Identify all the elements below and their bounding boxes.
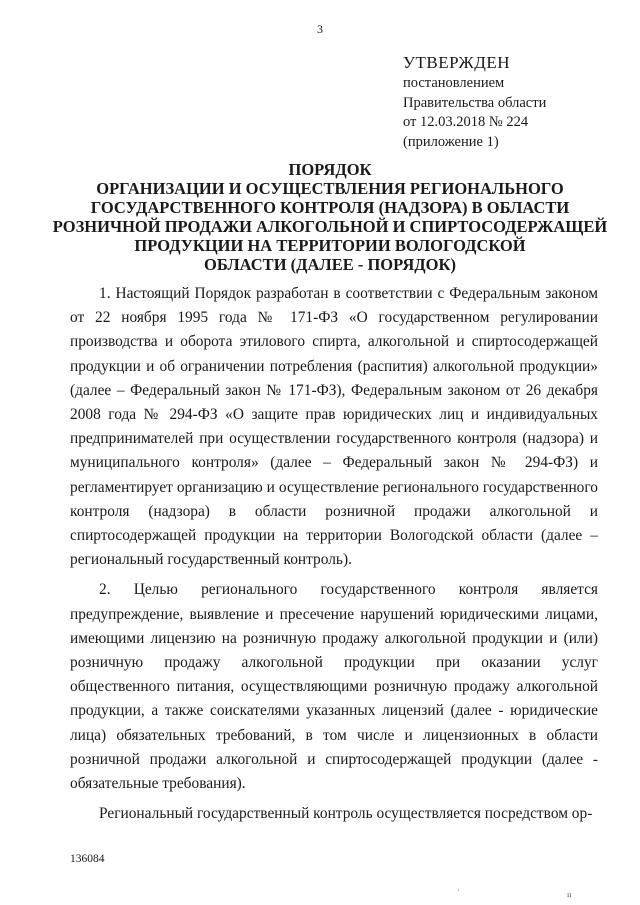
scan-speck: · bbox=[457, 886, 460, 895]
title-line: ГОСУДАРСТВЕННОГО КОНТРОЛЯ (НАДЗОРА) В ОБЛАСТИ bbox=[90, 198, 570, 217]
document-title bbox=[50, 160, 610, 274]
document-body bbox=[70, 282, 598, 832]
approval-date-line: от 12.03.2018 № 224 bbox=[403, 114, 529, 130]
title-line: ПОРЯДОК bbox=[288, 160, 372, 179]
title-line: ОРГАНИЗАЦИИ И ОСУЩЕСТВЛЕНИЯ РЕГИОНАЛЬНОГО bbox=[96, 179, 564, 198]
title-line: РОЗНИЧНОЙ ПРОДАЖИ АЛКОГОЛЬНОЙ И СПИРТОСОДЕРЖАЩЕЙ bbox=[52, 217, 608, 236]
paragraph-3: Региональный государственный контроль осуществляется посредством ор- bbox=[99, 805, 593, 823]
approval-stamp bbox=[403, 52, 628, 152]
scan-speck: ıı bbox=[567, 890, 572, 899]
approval-line: Правительства области bbox=[403, 94, 547, 111]
title-line: ПРОДУКЦИИ НА ТЕРРИТОРИИ ВОЛОГОДСКОЙ bbox=[134, 236, 526, 255]
approval-line: постановлением bbox=[403, 75, 505, 91]
approval-heading: УТВЕРЖДЕН bbox=[403, 53, 510, 72]
paragraph-2: 2. Целью регионального государственного контроля является предупреждение, выявление и пресечение нарушений юридическими лицами, имеющими лицензию на розничную продажу алкогольной продукции и (или) розничную продажу алкогольной продукции при оказании услуг общественного питания, осуществляющими розничную продажу алкогольной продукции, а также соискателями указанных лицензий (далее - юридические лица) обязательных требований, в том числе и лицензионных в области розничной продажи алкогольной и спиртосодержащей продукции (далее - обязательные требования). bbox=[70, 581, 598, 793]
document-code: 136084 bbox=[70, 853, 105, 865]
page-number: 3 bbox=[317, 22, 323, 36]
paragraph-1: 1. Настоящий Порядок разработан в соответствии с Федеральным законом от 22 ноября 1995 года № 171-ФЗ «О государственном регулировании производства и оборота этилового спирта, алкогольной и спиртосодержащей продукции и об ограничении потребления (распития) алкогольной продукции» (далее – Федеральный закон № 171-ФЗ), Федеральным законом от 26 декабря 2008 года № 294-ФЗ «О защите прав юридических лиц и индивидуальных предпринимателей при осуществлении государственного контроля (надзора) и муниципального контроля» (далее – Федеральный закон № 294-ФЗ) и регламентирует организацию и осуществление регионального государственного контроля (надзора) в области розничной продажи алкогольной и спиртосодержащей продукции на территории Вологодской области (далее – региональный государственный контроль). bbox=[70, 285, 598, 569]
title-line: ОБЛАСТИ (ДАЛЕЕ - ПОРЯДОК) bbox=[204, 255, 456, 274]
approval-line: (приложение 1) bbox=[403, 133, 499, 150]
